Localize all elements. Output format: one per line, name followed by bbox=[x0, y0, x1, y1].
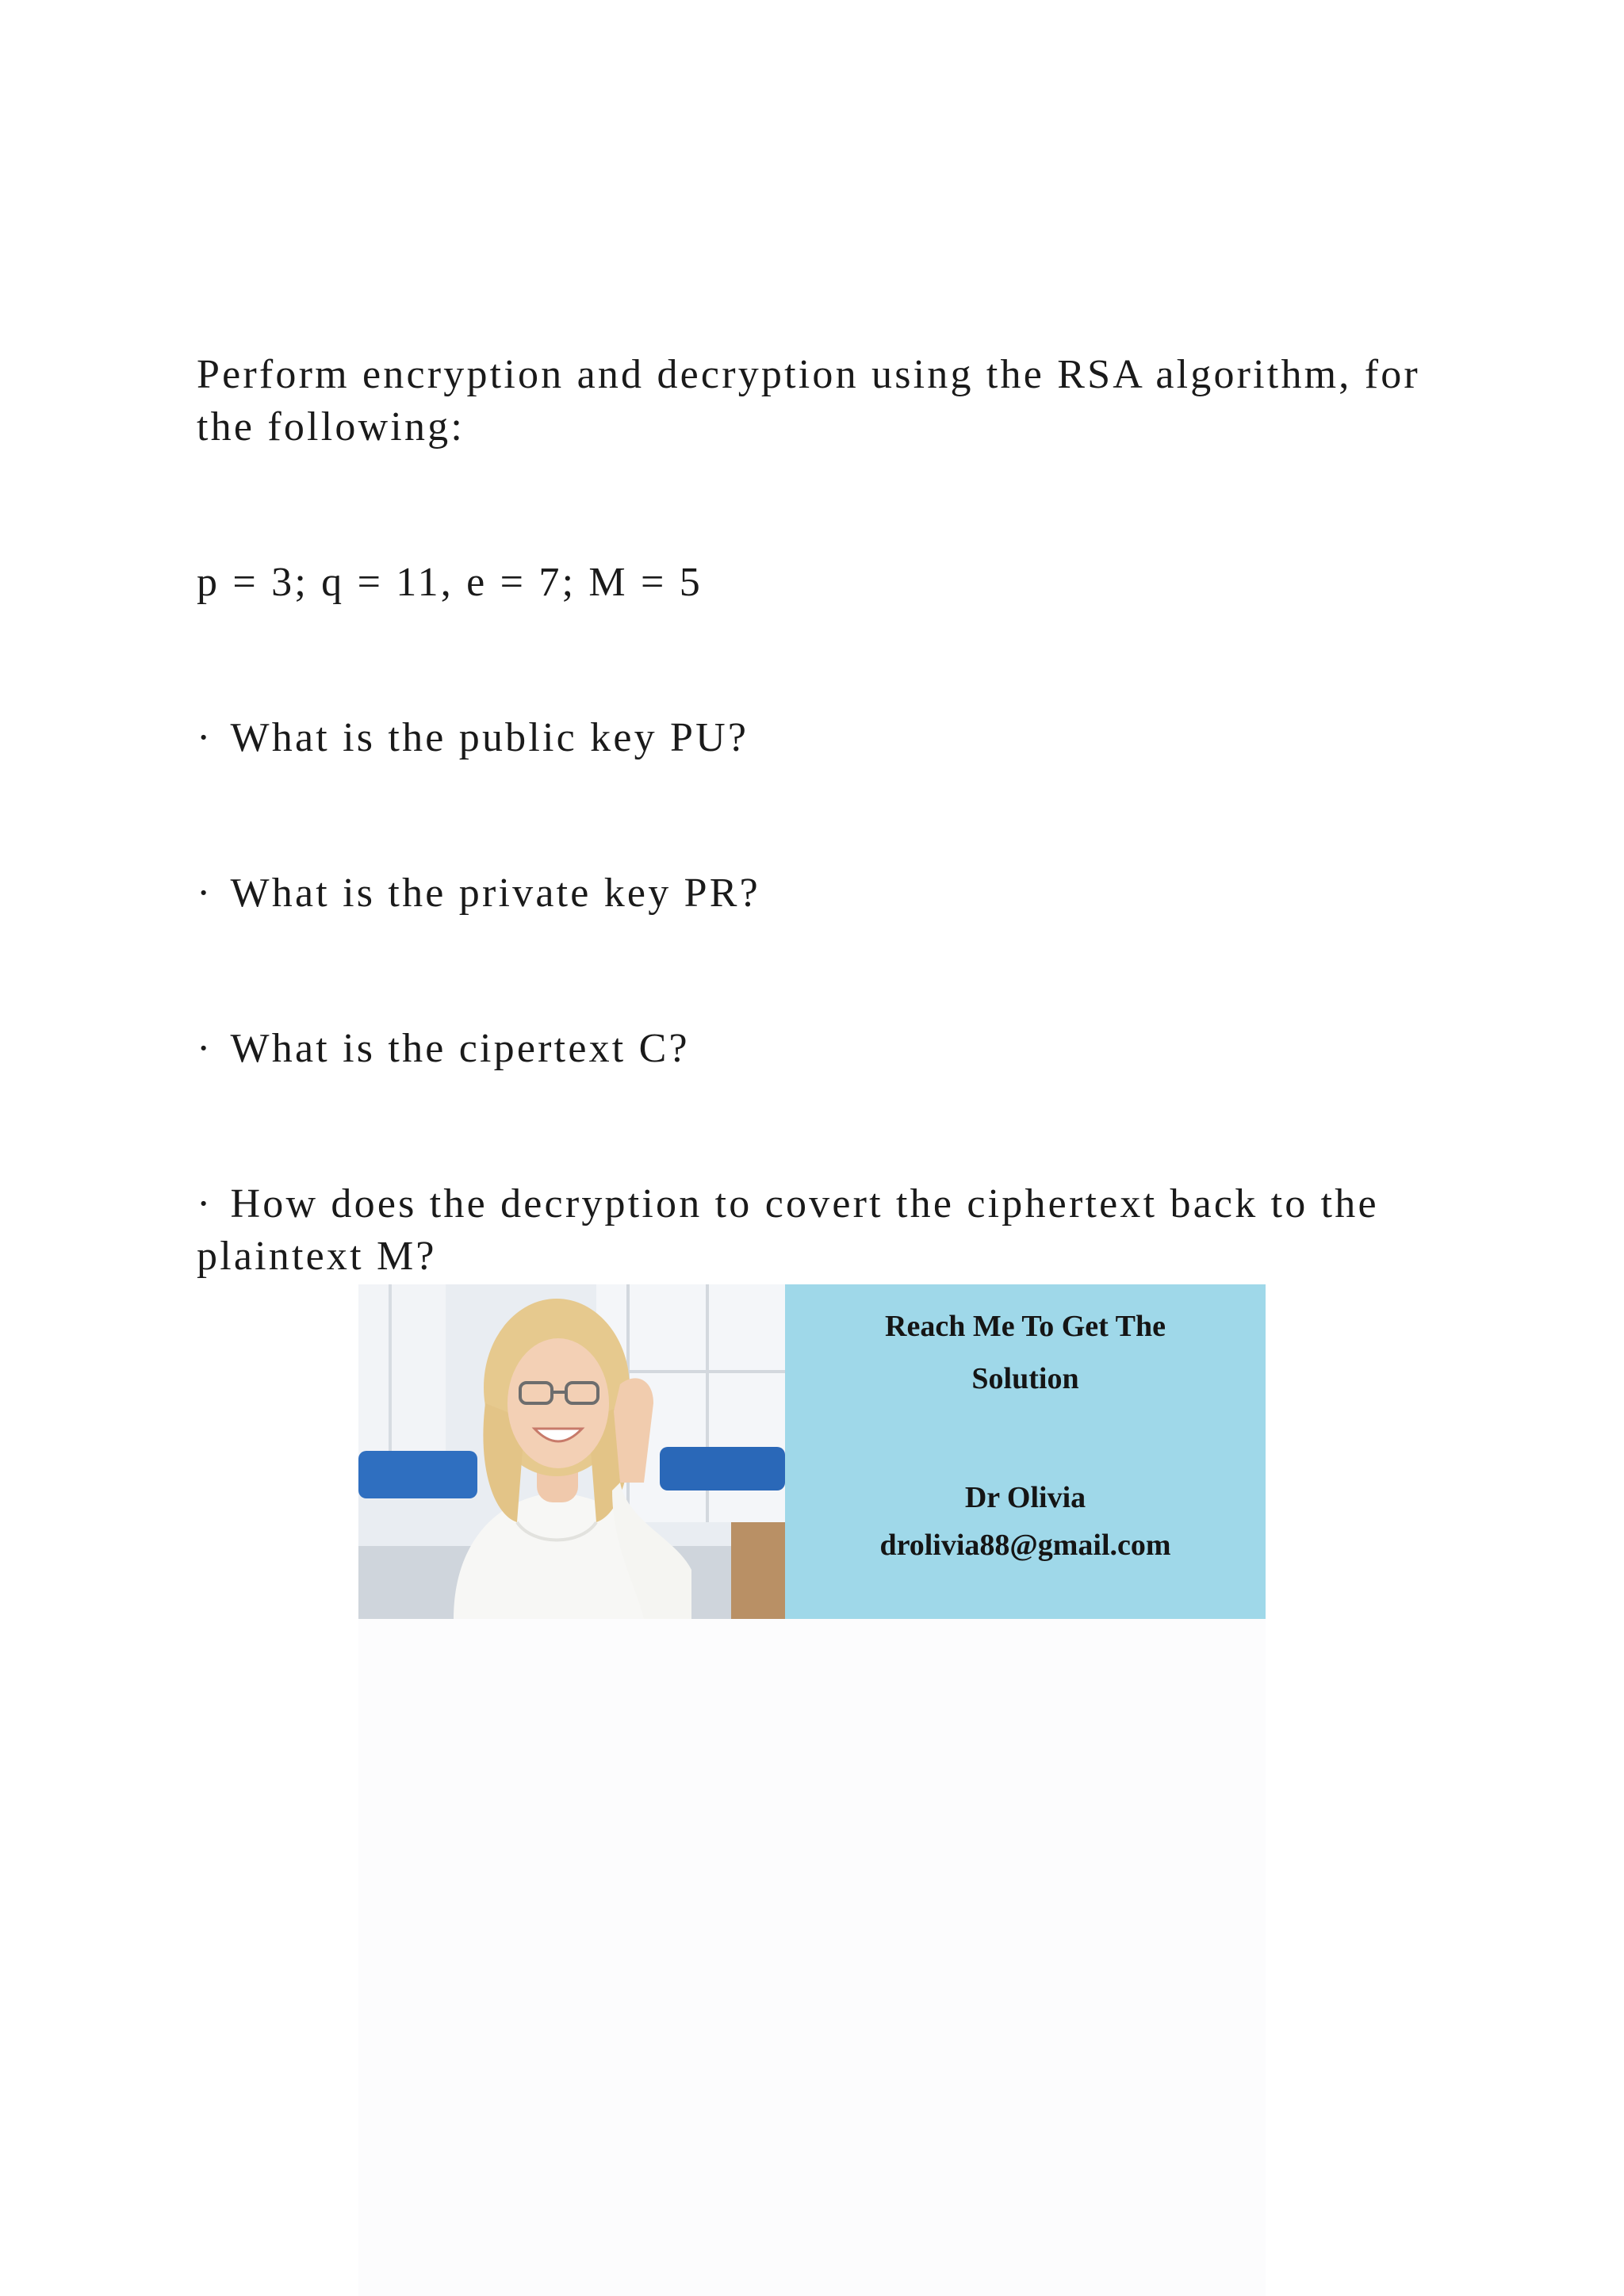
question-text: What is the private key PR? bbox=[230, 871, 760, 916]
contact-banner bbox=[358, 1284, 1266, 1619]
question-decryption bbox=[197, 1178, 1379, 1230]
contact-card bbox=[785, 1284, 1266, 1619]
contact-email: drolivia88@gmail.com bbox=[879, 1529, 1171, 1562]
intro-text-line-1: Perform encryption and decryption using the RSA algorithm, for bbox=[197, 352, 1420, 397]
card-headline-line-2: Solution bbox=[971, 1362, 1079, 1395]
photo-illustration bbox=[358, 1284, 785, 1619]
bullet-icon: · bbox=[197, 1181, 213, 1226]
bullet-icon: · bbox=[197, 715, 213, 760]
banner-backdrop bbox=[358, 1617, 1266, 2296]
rsa-parameters: p = 3; q = 11, e = 7; M = 5 bbox=[197, 560, 703, 605]
question-public-key bbox=[197, 712, 749, 764]
question-private-key bbox=[197, 867, 760, 920]
question-text: What is the public key PU? bbox=[230, 715, 749, 760]
contact-name: Dr Olivia bbox=[964, 1481, 1086, 1514]
card-headline-line-1: Reach Me To Get The bbox=[885, 1310, 1166, 1343]
question-text: What is the cipertext C? bbox=[230, 1026, 690, 1071]
question-text: How does the decryption to covert the ciphertext back to the bbox=[230, 1181, 1379, 1226]
question-ciphertext bbox=[197, 1023, 690, 1075]
question-decryption-continuation: plaintext M? bbox=[197, 1234, 437, 1279]
smiling-woman-photo-icon bbox=[358, 1284, 785, 1619]
bullet-icon: · bbox=[197, 1026, 213, 1071]
intro-text-line-2: the following: bbox=[197, 404, 465, 450]
bullet-icon: · bbox=[197, 871, 213, 916]
